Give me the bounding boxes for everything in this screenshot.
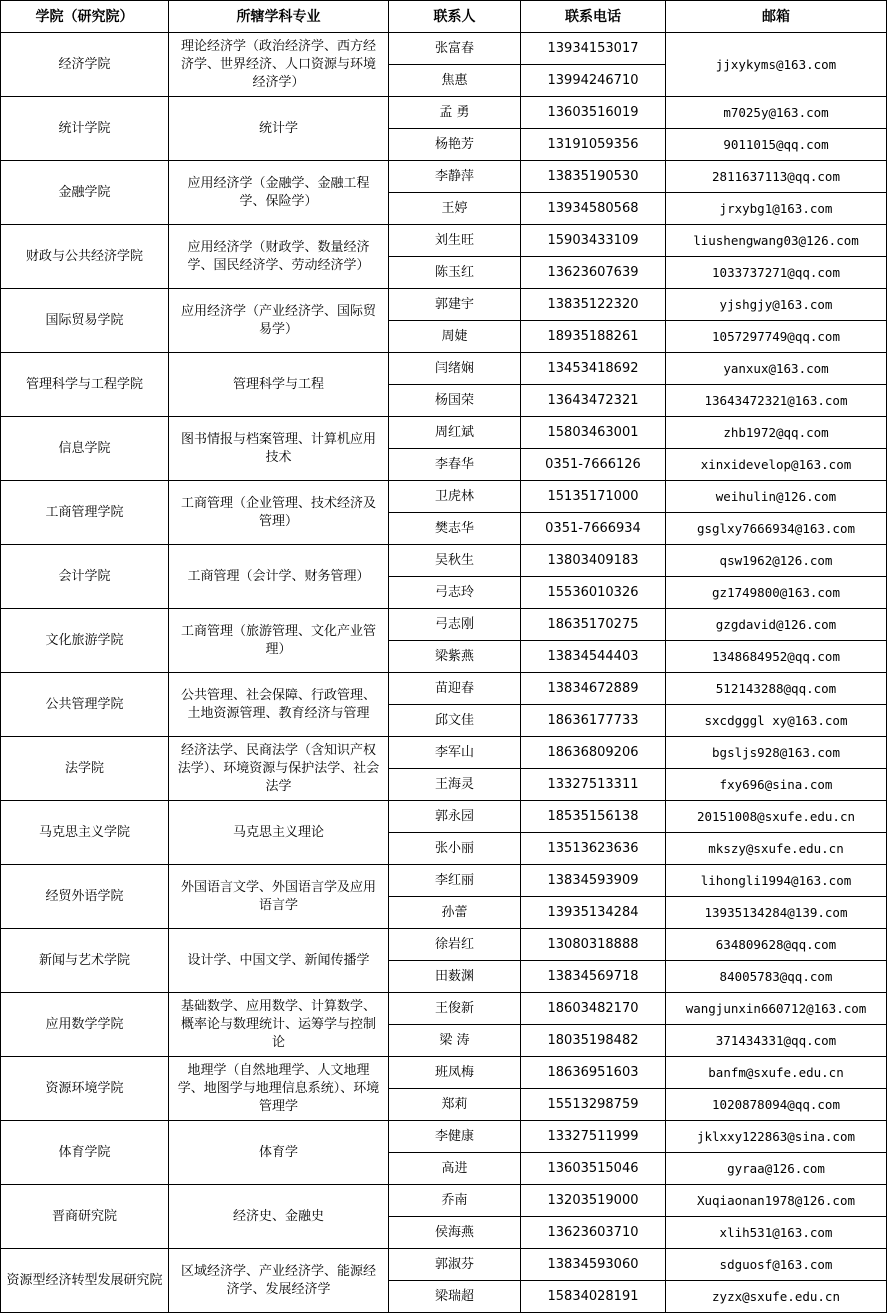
email-cell: gz1749800@163.com [666, 577, 887, 609]
email-cell: 634809628@qq.com [666, 929, 887, 961]
college-cell: 经贸外语学院 [1, 865, 169, 929]
header-contact: 联系人 [389, 1, 521, 33]
college-cell: 资源型经济转型发展研究院 [1, 1249, 169, 1313]
college-cell: 法学院 [1, 737, 169, 801]
table-row [1, 1121, 887, 1153]
phone-cell: 13603516019 [521, 97, 666, 129]
phone-cell: 13934153017 [521, 33, 666, 65]
email-cell: 1057297749@qq.com [666, 321, 887, 353]
college-cell: 经济学院 [1, 33, 169, 97]
email-cell: 9011015@qq.com [666, 129, 887, 161]
contact-name-cell: 苗迎春 [389, 673, 521, 705]
phone-cell: 13834569718 [521, 961, 666, 993]
contact-name-cell: 王俊新 [389, 993, 521, 1025]
contact-name-cell: 班凤梅 [389, 1057, 521, 1089]
major-cell: 公共管理、社会保障、行政管理、土地资源管理、教育经济与管理 [169, 673, 389, 737]
header-row [1, 1, 887, 33]
email-cell: 20151008@sxufe.edu.cn [666, 801, 887, 833]
phone-cell: 13327513311 [521, 769, 666, 801]
email-cell: liushengwang03@126.com [666, 225, 887, 257]
email-cell: 371434331@qq.com [666, 1025, 887, 1057]
major-cell: 理论经济学（政治经济学、西方经济学、世界经济、人口资源与环境经济学） [169, 33, 389, 97]
table-row [1, 417, 887, 449]
header-phone: 联系电话 [521, 1, 666, 33]
contact-name-cell: 樊志华 [389, 513, 521, 545]
major-cell: 区域经济学、产业经济学、能源经济学、发展经济学 [169, 1249, 389, 1313]
email-cell: yjshgjy@163.com [666, 289, 887, 321]
major-cell: 基础数学、应用数学、计算数学、概率论与数理统计、运筹学与控制论 [169, 993, 389, 1057]
email-cell: 512143288@qq.com [666, 673, 887, 705]
phone-cell: 13834593909 [521, 865, 666, 897]
phone-cell: 18636177733 [521, 705, 666, 737]
phone-cell: 18636951603 [521, 1057, 666, 1089]
major-cell: 工商管理（会计学、财务管理） [169, 545, 389, 609]
header-email: 邮箱 [666, 1, 887, 33]
college-cell: 管理科学与工程学院 [1, 353, 169, 417]
contact-name-cell: 田薮渊 [389, 961, 521, 993]
contact-name-cell: 郭淑芬 [389, 1249, 521, 1281]
email-cell: m7025y@163.com [666, 97, 887, 129]
contact-name-cell: 刘生旺 [389, 225, 521, 257]
email-cell: 13643472321@163.com [666, 385, 887, 417]
contact-name-cell: 徐岩红 [389, 929, 521, 961]
email-cell: gyraa@126.com [666, 1153, 887, 1185]
table-row [1, 737, 887, 769]
contact-name-cell: 王婷 [389, 193, 521, 225]
contact-name-cell: 焦惠 [389, 65, 521, 97]
email-cell: xinxidevelop@163.com [666, 449, 887, 481]
phone-cell: 13643472321 [521, 385, 666, 417]
contact-name-cell: 梁紫燕 [389, 641, 521, 673]
contact-name-cell: 弓志玲 [389, 577, 521, 609]
email-cell: zyzx@sxufe.edu.cn [666, 1281, 887, 1313]
contact-name-cell: 郑莉 [389, 1089, 521, 1121]
email-cell: sdguosf@163.com [666, 1249, 887, 1281]
table-row [1, 1057, 887, 1089]
major-cell: 外国语言文学、外国语言学及应用语言学 [169, 865, 389, 929]
phone-cell: 13191059356 [521, 129, 666, 161]
major-cell: 工商管理（旅游管理、文化产业管理） [169, 609, 389, 673]
email-cell: gsglxy7666934@163.com [666, 513, 887, 545]
contact-name-cell: 杨艳芳 [389, 129, 521, 161]
contact-name-cell: 杨国荣 [389, 385, 521, 417]
phone-cell: 15903433109 [521, 225, 666, 257]
major-cell: 统计学 [169, 97, 389, 161]
phone-cell: 15513298759 [521, 1089, 666, 1121]
phone-cell: 18603482170 [521, 993, 666, 1025]
phone-cell: 13835122320 [521, 289, 666, 321]
major-cell: 应用经济学（产业经济学、国际贸易学） [169, 289, 389, 353]
college-cell: 资源环境学院 [1, 1057, 169, 1121]
email-cell: yanxux@163.com [666, 353, 887, 385]
phone-cell: 13453418692 [521, 353, 666, 385]
college-cell: 财政与公共经济学院 [1, 225, 169, 289]
college-cell: 应用数学学院 [1, 993, 169, 1057]
contact-name-cell: 梁瑞超 [389, 1281, 521, 1313]
email-cell: weihulin@126.com [666, 481, 887, 513]
major-cell: 应用经济学（金融学、金融工程学、保险学） [169, 161, 389, 225]
contact-name-cell: 高进 [389, 1153, 521, 1185]
email-cell: sxcdgggl xy@163.com [666, 705, 887, 737]
contact-name-cell: 闫绪娴 [389, 353, 521, 385]
college-cell: 文化旅游学院 [1, 609, 169, 673]
phone-cell: 18535156138 [521, 801, 666, 833]
phone-cell: 13603515046 [521, 1153, 666, 1185]
phone-cell: 13834593060 [521, 1249, 666, 1281]
college-cell: 统计学院 [1, 97, 169, 161]
email-cell: 1033737271@qq.com [666, 257, 887, 289]
college-cell: 马克思主义学院 [1, 801, 169, 865]
table-row [1, 97, 887, 129]
college-cell: 信息学院 [1, 417, 169, 481]
phone-cell: 13080318888 [521, 929, 666, 961]
college-cell: 工商管理学院 [1, 481, 169, 545]
major-cell: 经济史、金融史 [169, 1185, 389, 1249]
contact-name-cell: 吴秋生 [389, 545, 521, 577]
major-cell: 地理学（自然地理学、人文地理学、地图学与地理信息系统）、环境管理学 [169, 1057, 389, 1121]
college-cell: 公共管理学院 [1, 673, 169, 737]
table-row [1, 673, 887, 705]
major-cell: 经济法学、民商法学（含知识产权法学）、环境资源与保护法学、社会法学 [169, 737, 389, 801]
table-row [1, 353, 887, 385]
contact-name-cell: 郭建宇 [389, 289, 521, 321]
email-cell: bgsljs928@163.com [666, 737, 887, 769]
email-cell: xlih531@163.com [666, 1217, 887, 1249]
phone-cell: 0351-7666934 [521, 513, 666, 545]
phone-cell: 13934580568 [521, 193, 666, 225]
header-college: 学院（研究院） [1, 1, 169, 33]
email-cell: fxy696@sina.com [666, 769, 887, 801]
contact-name-cell: 李红丽 [389, 865, 521, 897]
major-cell: 管理科学与工程 [169, 353, 389, 417]
phone-cell: 13834672889 [521, 673, 666, 705]
contact-name-cell: 周红斌 [389, 417, 521, 449]
table-row [1, 289, 887, 321]
contact-name-cell: 梁 涛 [389, 1025, 521, 1057]
college-cell: 体育学院 [1, 1121, 169, 1185]
contact-name-cell: 李春华 [389, 449, 521, 481]
phone-cell: 13203519000 [521, 1185, 666, 1217]
phone-cell: 13623607639 [521, 257, 666, 289]
email-cell: zhb1972@qq.com [666, 417, 887, 449]
contact-name-cell: 李军山 [389, 737, 521, 769]
college-cell: 晋商研究院 [1, 1185, 169, 1249]
contact-name-cell: 侯海燕 [389, 1217, 521, 1249]
phone-cell: 13994246710 [521, 65, 666, 97]
contact-name-cell: 王海灵 [389, 769, 521, 801]
table-row [1, 33, 887, 65]
phone-cell: 18635170275 [521, 609, 666, 641]
phone-cell: 18035198482 [521, 1025, 666, 1057]
table-body [1, 33, 887, 1313]
email-cell: jrxybg1@163.com [666, 193, 887, 225]
contact-name-cell: 乔南 [389, 1185, 521, 1217]
contact-name-cell: 孙蕾 [389, 897, 521, 929]
header-major: 所辖学科专业 [169, 1, 389, 33]
major-cell: 图书情报与档案管理、计算机应用技术 [169, 417, 389, 481]
email-cell: 13935134284@139.com [666, 897, 887, 929]
table-row [1, 545, 887, 577]
contact-name-cell: 陈玉红 [389, 257, 521, 289]
phone-cell: 13513623636 [521, 833, 666, 865]
college-cell: 新闻与艺术学院 [1, 929, 169, 993]
phone-cell: 13835190530 [521, 161, 666, 193]
contact-name-cell: 卫虎林 [389, 481, 521, 513]
phone-cell: 13834544403 [521, 641, 666, 673]
major-cell: 应用经济学（财政学、数量经济学、国民经济学、劳动经济学） [169, 225, 389, 289]
contact-name-cell: 李健康 [389, 1121, 521, 1153]
phone-cell: 0351-7666126 [521, 449, 666, 481]
phone-cell: 13327511999 [521, 1121, 666, 1153]
email-cell: gzgdavid@126.com [666, 609, 887, 641]
table-row [1, 225, 887, 257]
email-cell: lihongli1994@163.com [666, 865, 887, 897]
table-row [1, 1185, 887, 1217]
major-cell: 工商管理（企业管理、技术经济及管理） [169, 481, 389, 545]
phone-cell: 15135171000 [521, 481, 666, 513]
contact-name-cell: 李静萍 [389, 161, 521, 193]
phone-cell: 18935188261 [521, 321, 666, 353]
table-row [1, 993, 887, 1025]
table-row [1, 609, 887, 641]
contact-name-cell: 周婕 [389, 321, 521, 353]
email-cell: 2811637113@qq.com [666, 161, 887, 193]
phone-cell: 18636809206 [521, 737, 666, 769]
email-cell: wangjunxin660712@163.com [666, 993, 887, 1025]
phone-cell: 13803409183 [521, 545, 666, 577]
email-cell: qsw1962@126.com [666, 545, 887, 577]
email-cell: mkszy@sxufe.edu.cn [666, 833, 887, 865]
contact-name-cell: 邱文佳 [389, 705, 521, 737]
email-cell: 1348684952@qq.com [666, 641, 887, 673]
table-row [1, 1249, 887, 1281]
contact-name-cell: 孟 勇 [389, 97, 521, 129]
phone-cell: 13623603710 [521, 1217, 666, 1249]
contact-name-cell: 郭永园 [389, 801, 521, 833]
table-row [1, 481, 887, 513]
major-cell: 马克思主义理论 [169, 801, 389, 865]
phone-cell: 15536010326 [521, 577, 666, 609]
email-cell: banfm@sxufe.edu.cn [666, 1057, 887, 1089]
major-cell: 设计学、中国文学、新闻传播学 [169, 929, 389, 993]
table-row [1, 865, 887, 897]
phone-cell: 15834028191 [521, 1281, 666, 1313]
email-cell: 84005783@qq.com [666, 961, 887, 993]
table-row [1, 801, 887, 833]
college-cell: 会计学院 [1, 545, 169, 609]
contact-name-cell: 弓志刚 [389, 609, 521, 641]
table-row [1, 929, 887, 961]
phone-cell: 15803463001 [521, 417, 666, 449]
major-cell: 体育学 [169, 1121, 389, 1185]
college-cell: 国际贸易学院 [1, 289, 169, 353]
email-cell: jklxxy122863@sina.com [666, 1121, 887, 1153]
contact-name-cell: 张小丽 [389, 833, 521, 865]
email-cell: 1020878094@qq.com [666, 1089, 887, 1121]
contact-name-cell: 张富春 [389, 33, 521, 65]
college-cell: 金融学院 [1, 161, 169, 225]
email-cell: jjxykyms@163.com [666, 33, 887, 97]
table-row [1, 161, 887, 193]
phone-cell: 13935134284 [521, 897, 666, 929]
email-cell: Xuqiaonan1978@126.com [666, 1185, 887, 1217]
